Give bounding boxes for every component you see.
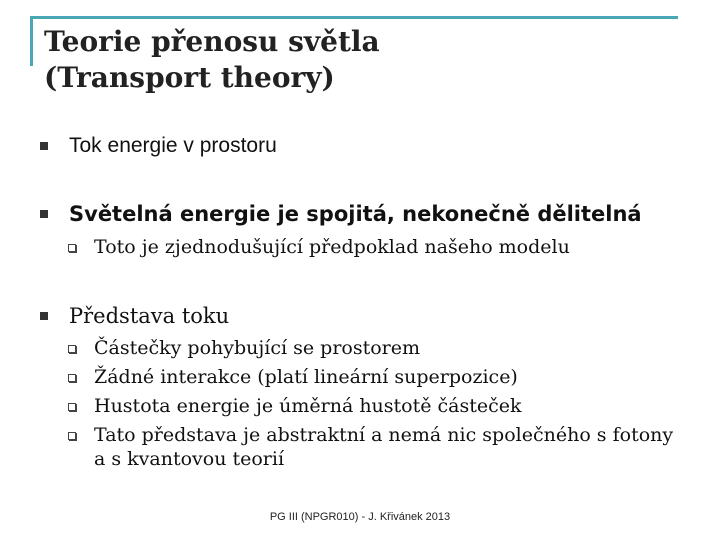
sub-bullet-item <box>68 235 684 259</box>
bullet-item <box>40 302 229 330</box>
bullet-item <box>40 132 277 160</box>
bullet-text: Tok energie v prostoru <box>69 134 277 157</box>
slide-title-line-2: (Transport theory) <box>44 61 335 94</box>
sub-bullet-item <box>68 365 684 389</box>
checkbox-bullet-icon <box>68 374 76 382</box>
square-bullet-icon <box>40 210 48 218</box>
sub-bullet-item <box>68 394 684 418</box>
square-bullet-icon <box>40 142 48 150</box>
sub-bullet-text: Žádné interakce (platí lineární superpozice) <box>94 366 518 388</box>
sub-bullet-item <box>68 423 684 471</box>
sub-bullet-text: Částečky pohybující se prostorem <box>94 337 421 359</box>
bullet-item <box>40 200 642 228</box>
checkbox-bullet-icon <box>68 244 76 252</box>
sub-bullet-text: Toto je zjednodušující předpoklad našeho modelu <box>94 236 570 258</box>
bullet-text: Představa toku <box>69 304 230 328</box>
sub-bullet-text: Tato představa je abstraktní a nemá nic společného s fotony a s kvantovou teorií <box>94 424 674 470</box>
bullet-text: Světelná energie je spojitá, nekonečně dělitelná <box>69 202 642 226</box>
checkbox-bullet-icon <box>68 432 76 440</box>
sub-bullet-text: Hustota energie je úměrná hustotě částeček <box>94 395 522 417</box>
slide-title-line-1: Teorie přenosu světla <box>44 25 380 58</box>
sub-bullet-item <box>68 336 684 360</box>
checkbox-bullet-icon <box>68 403 76 411</box>
checkbox-bullet-icon <box>68 345 76 353</box>
square-bullet-icon <box>40 312 48 320</box>
slide-footer: PG III (NPGR010) - J. Křivánek 2013 <box>269 511 451 523</box>
